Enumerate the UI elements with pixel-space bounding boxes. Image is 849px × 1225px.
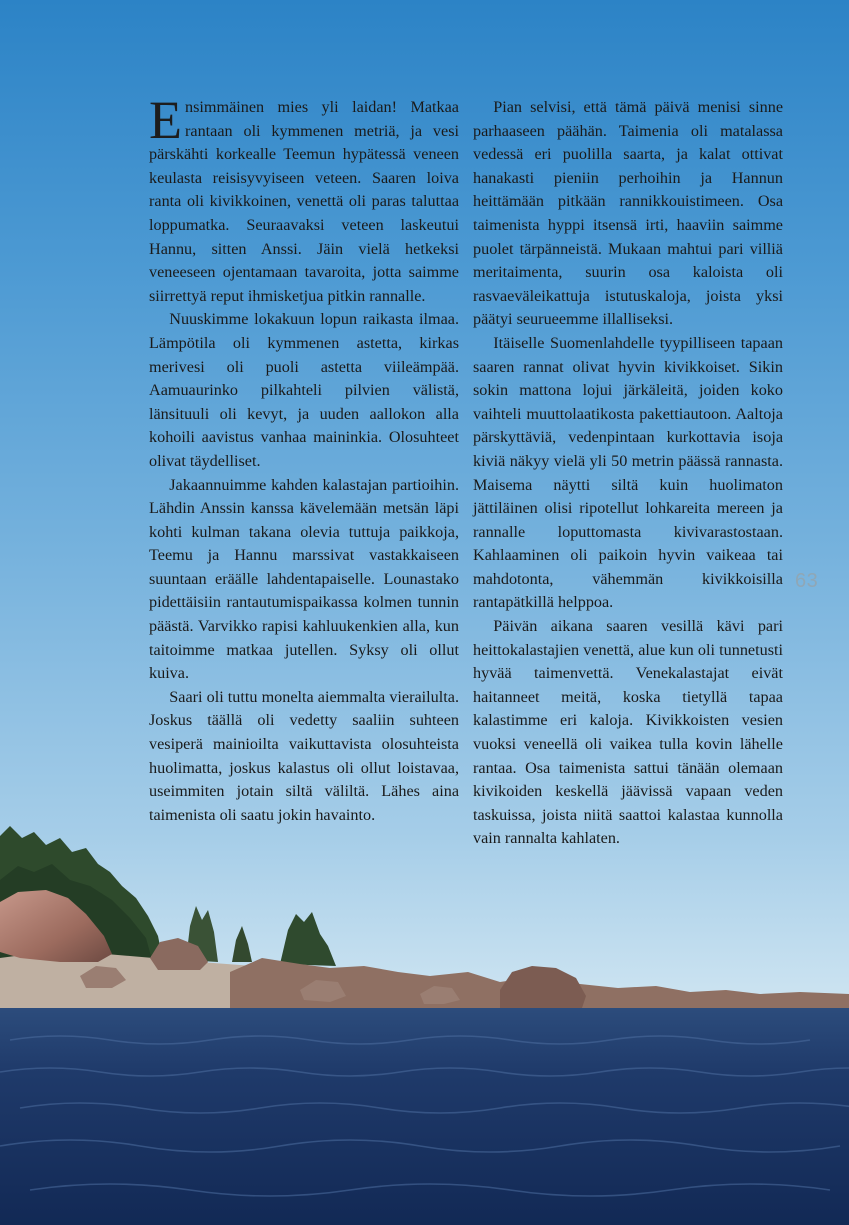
article-paragraph: Pian selvisi, että tämä päivä menisi sinne parhaaseen päähän. Taimenia oli matalassa vedessä eri puolilla saarta, ja kalat ottivat hanakasti pieniin perhoihin ja Hannun heittämään pitkään rannikkouistimeen. Osa taimenista hyppi itsensä irti, haaviin saimme puolet tärpänneistä. Mukaan mahtui pari villiä meritaimenta, suurin osa kaloista oli rasvaeväleikattuja istutuskaloja, joista yksi päätyi seurueemme illalliseksi.: [473, 98, 783, 329]
drop-cap: E: [149, 90, 182, 150]
paragraph-text: nsimmäinen mies yli laidan! Matkaa rantaan oli kymmenen metriä, ja vesi pärskähti korkealle Teemun hypätessä veneen keulasta reisisyvyiseen veteen. Saaren loiva ranta oli kivikkoinen, venettä oli paras taluttaa loppumatka. Seuraavaksi veteen laskeutui Hannu, sitten Anssi. Jäin vielä hetkeksi veneeseen ojentamaan tavaroita, jotta saimme siirrettyä reput ihmisketjua pitkin rannalle.: [149, 98, 459, 305]
pine-tree-small-2: [232, 926, 252, 962]
sea-water: [0, 1008, 849, 1225]
article-paragraph: Saari oli tuttu monelta aiemmalta vierailulta. Joskus täällä oli vedetty saaliin suhteen vesiperä mainioilta vaikuttavista olosuhteista huolimatta, joskus kalastus oli ollut loistavaa, useimmiten jotain siltä väliltä. Lähes aina taimenista oli saatu jokin havainto.: [149, 687, 459, 824]
article-paragraph: [149, 90, 459, 308]
article-paragraph: Jakaannuimme kahden kalastajan partioihin. Lähdin Anssin kanssa kävelemään metsän läpi kohti kulman takana olevia tuttuja paikkoja, Teemu ja Hannu marssivat vastakkaiseen suuntaan eräälle lahdentapaiselle. Lounastako pidettäisiin rantautumispaikassa kolmen tunnin päästä. Varvikko rapisi kahluukenkien alla, kun taitoimme matkaa jutellen. Syksy oli ollut kuiva.: [149, 475, 459, 683]
article-column-right: [473, 96, 783, 851]
page-number: 63: [795, 570, 819, 592]
article-paragraph: Itäiselle Suomenlahdelle tyypilliseen tapaan saaren rannat olivat hyvin kivikkoiset. Sikin sokin mattona lojui järkäleitä, joiden koko vaihteli muuttolaatikosta pakettiautoon. Aaltoja pärskyttäviä, vedenpintaan kurkottavia isoja kiviä näkyy vielä yli 50 metrin päässä rannasta. Maisema näytti siltä kuin huolimaton jättiläinen olisi ripotellut lohkareita mereen ja rannalle loputtomasta kivivarastostaan. Kahlaaminen oli paikoin hyvin vaikeaa tai mahdotonta, vähemmän kivikkoisilla rantapätkillä helppoa.: [473, 333, 783, 612]
article-column-left: [149, 90, 459, 827]
pine-tree-small-3: [280, 912, 336, 966]
rock-mound: [500, 966, 586, 1010]
article-paragraph: Nuuskimme lokakuun lopun raikasta ilmaa. Lämpötila oli kymmenen astetta, kirkas merivesi oli puoli astetta viileämpää. Aamuaurinko pilkahteli pilvien välistä, länsituuli oli kevyt, ja uuden aallokon alla kohoili aavistus vanhaa maininkia. Olosuhteet olivat täydelliset.: [149, 310, 459, 470]
sea: [0, 1008, 849, 1225]
article-paragraph: Päivän aikana saaren vesillä kävi pari heittokalastajien venettä, alue kun oli tunnetusti hyvää taimenvettä. Venekalastajat eivät haitanneet meitä, koska tietyllä tapaa kalastimme eri kaloja. Kivikkoisten vesien vuoksi veneellä oli vaikea tulla kovin lähelle rantaa. Osa taimenista sattui tänään olemaan kivikoiden keskellä jäävissä vapaan veden taskuissa, joista niitä saattoi kalastaa kunnolla vain rannalta kahlaten.: [473, 617, 783, 848]
